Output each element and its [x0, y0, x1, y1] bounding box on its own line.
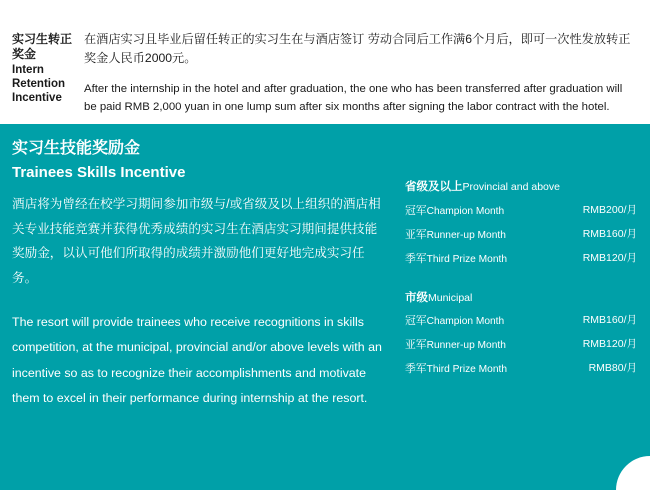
award-rank	[405, 228, 555, 243]
awards-group-heading-en: Municipal	[428, 291, 473, 304]
award-amount: RMB160/月	[582, 227, 637, 240]
award-rank-cn: 季军	[405, 363, 427, 376]
award-rank-en: Third Prize Month	[426, 253, 507, 265]
award-rank-en: Champion Month	[426, 205, 505, 217]
awards-group-provincial	[405, 180, 637, 267]
award-row	[405, 252, 637, 267]
retention-body-cn: 在酒店实习且毕业后留任转正的实习生在与酒店签订 劳动合同后工作满6个月后，即可一次性发放转正奖金人民币2000元。	[84, 32, 631, 65]
award-rank-cn: 亚军	[405, 228, 427, 241]
award-rank-cn: 季军	[405, 252, 427, 265]
awards-tables	[405, 180, 637, 386]
award-row	[405, 362, 637, 377]
award-rank-cn: 冠军	[405, 204, 427, 217]
award-rank	[405, 204, 555, 219]
retention-incentive-body	[84, 30, 636, 117]
retention-body-en: After the internship in the hotel and after graduation, the one who has been transferred after graduation will be paid RMB 2,000 yuan in one lump sum after six months after signing the labor contract with the hotel.	[84, 82, 623, 114]
award-row	[405, 228, 637, 243]
award-amount: RMB120/月	[582, 251, 637, 264]
award-row	[405, 338, 637, 353]
awards-group-heading-cn: 省级及以上	[405, 181, 463, 193]
awards-group-heading	[405, 180, 637, 195]
top-white-band	[0, 0, 650, 14]
awards-group-heading-en: Provincial and above	[462, 181, 560, 193]
awards-group-heading-cn: 市级	[405, 291, 428, 304]
retention-label-cn: 实习生转正奖金	[12, 32, 73, 61]
skills-incentive-section	[0, 124, 650, 490]
award-row	[405, 204, 637, 219]
award-rank	[405, 252, 555, 267]
award-rank	[405, 362, 555, 377]
award-amount: RMB120/月	[582, 338, 637, 351]
award-rank-en: Champion Month	[426, 316, 505, 328]
awards-group-municipal	[405, 291, 637, 378]
award-amount: RMB160/月	[582, 314, 637, 327]
award-rank-en: Runner-up Month	[426, 340, 506, 352]
award-amount: RMB80/月	[588, 362, 637, 375]
award-amount: RMB200/月	[582, 203, 637, 216]
skills-title-cn: 实习生技能奖励金	[12, 140, 141, 157]
skills-title-en: Trainees Skills Incentive	[12, 164, 186, 182]
retention-incentive-block	[0, 14, 650, 124]
award-rank-en: Runner-up Month	[426, 229, 506, 241]
award-rank	[405, 338, 555, 353]
award-rank	[405, 314, 555, 329]
skills-incentive-title	[12, 138, 432, 185]
award-rank-cn: 亚军	[405, 339, 427, 352]
retention-label-en: Intern Retention Incentive	[12, 64, 66, 105]
award-rank-cn: 冠军	[405, 315, 427, 328]
skills-body-en: The resort will provide trainees who receive recognitions in skills competition, at the municipal, provincial and/or above levels with an incentive so as to recognize their accomplishments and motivate them to excel in their performance during internship at the resort.	[12, 315, 382, 406]
award-rank-en: Third Prize Month	[426, 364, 507, 376]
retention-incentive-label	[12, 32, 74, 105]
awards-group-heading	[405, 291, 637, 306]
skills-body-cn: 酒店将为曾经在校学习期间参加市级与/或省级及以上组织的酒店相关专业技能竞赛并获得优秀成绩的实习生在酒店实习期间提供技能奖励金，以认可他们所取得的成绩并激励他们更好地完成实习任务。	[12, 197, 381, 285]
award-row	[405, 314, 637, 329]
